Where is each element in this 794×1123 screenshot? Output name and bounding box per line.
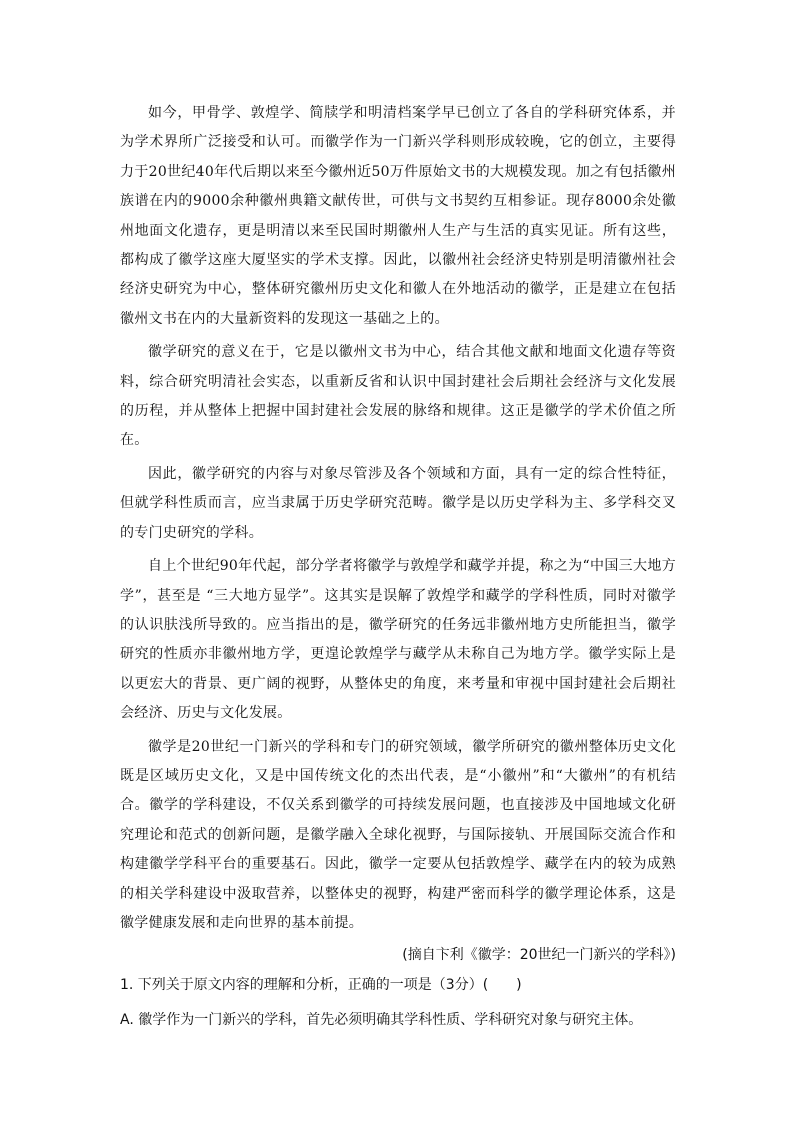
passage-paragraph-3: 因此，徽学研究的内容与对象尽管涉及各个领域和方面，具有一定的综合性特征，但就学科性质而言，应当隶属于历史学研究范畴。徽学是以历史学科为主、多学科交叉的专门史研究的学科。 — [120, 465, 676, 541]
passage-paragraph-1: 如今，甲骨学、敦煌学、简牍学和明清档案学早已创立了各自的学科研究体系，并为学术界所广泛接受和认可。而徽学作为一门新兴学科则形成较晚，它的创立，主要得力于20世纪40年代后期以来至今徽州近50万件原始文书的大规模发现。加之有包括徽州族谱在内的9000余种徽州典籍文献传世，可供与文书契约互相参证。现存8000余处徽州地面文化遗存，更是明清以来至民国时期徽州人生产与生活的真实见证。所有这些，都构成了徽学这座大厦坚实的学术支撑。因此，以徽州社会经济史特别是明清徽州社会经济史研究为中心，整体研究徽州历史文化和徽人在外地活动的徽学，正是建立在包括徽州文书在内的大量新资料的发现这一基础之上的。 — [120, 105, 676, 327]
question-1-stem: 1. 下列关于原文内容的理解和分析，正确的一项是（3分）( ) — [120, 977, 522, 993]
passage-paragraph-2: 徽学研究的意义在于，它是以徽州文书为中心，结合其他文献和地面文化遗存等资料，综合研究明清社会实态，以重新反省和认识中国封建社会后期社会经济与文化发展的历程，并从整体上把握中国封建社会发展的脉络和规律。这正是徽学的学术价值之所在。 — [120, 344, 676, 449]
passage-body — [120, 99, 676, 938]
passage-paragraph-5: 徽学是20世纪一门新兴的学科和专门的研究领域，徽学所研究的徽州整体历史文化既是区域历史文化，又是中国传统文化的杰出代表，是“小徽州”和“大徽州”的有机结合。徽学的学科建设，不仅关系到徽学的可持续发展问题，也直接涉及中国地域文化研究理论和范式的创新问题，是徽学融入全球化视野，与国际接轨、开展国际交流合作和构建徽学学科平台的重要基石。因此，徽学一定要从包括敦煌学、藏学在内的较为成熟的相关学科建设中汲取营养，以整体史的视野，构建严密而科学的徽学理论体系，这是徽学健康发展和走向世界的基本前提。 — [120, 738, 676, 931]
question-1-option-a: A. 徽学作为一门新兴的学科，首先必须明确其学科性质、学科研究对象与研究主体。 — [120, 1012, 643, 1028]
passage-source: (摘自卞利《徽学：20世纪一门新兴的学科》) — [402, 947, 676, 963]
passage-paragraph-4: 自上个世纪90年代起，部分学者将徽学与敦煌学和藏学并提，称之为“中国三大地方学”，甚至是 “三大地方显学”。这其实是误解了敦煌学和藏学的学科性质，同时对徽学的认识肤浅所导致的。应当指出的是，徽学研究的任务远非徽州地方史所能担当，徽学研究的性质亦非徽州地方学，更遑论敦煌学与藏学从未称自己为地方学。徽学实际上是以更宏大的背景、更广阔的视野，从整体史的角度，来考量和审视中国封建社会后期社会经济、历史与文化发展。 — [120, 558, 676, 722]
